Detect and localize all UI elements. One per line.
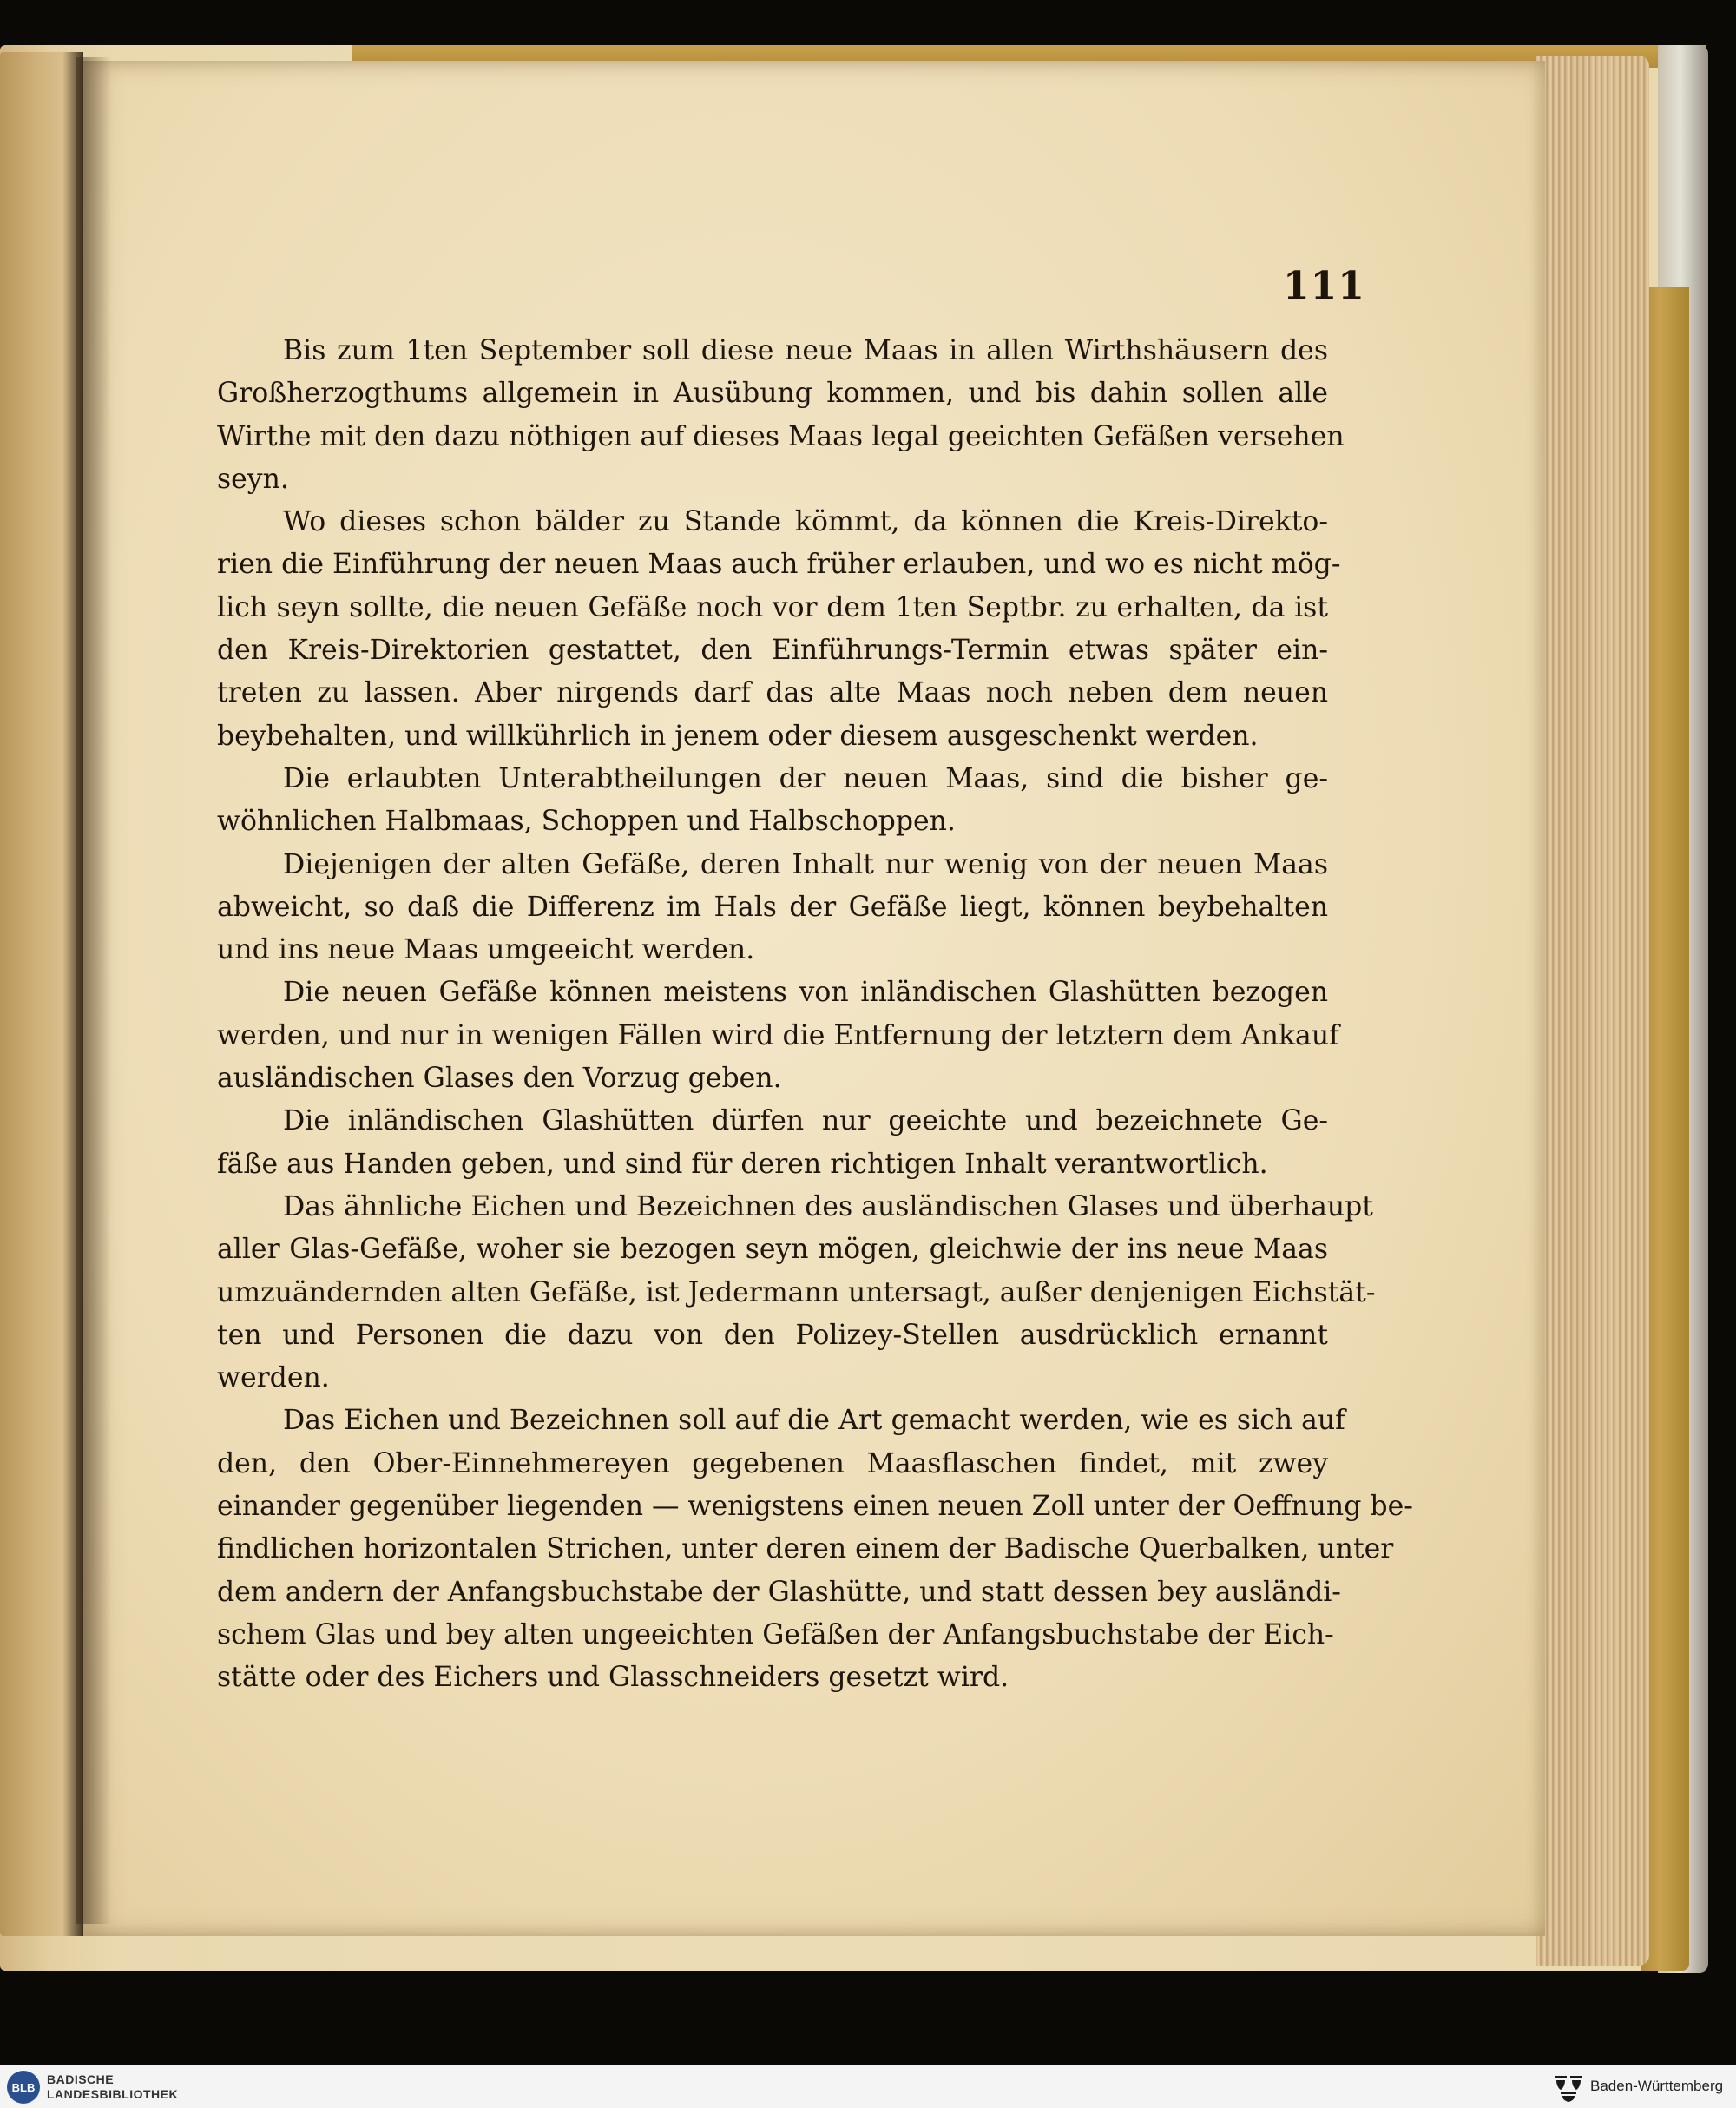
paragraph <box>217 972 1339 1100</box>
text-line: ten und Personen die dazu von den Polizey-Stellen ausdrücklich ernannt <box>217 1319 1328 1351</box>
text-line: dem andern der Anfangsbuchstabe der Glashütte, und statt dessen bey ausländi- <box>217 1576 1341 1608</box>
text-line: Großherzogthums allgemein in Ausübung kommen, und bis dahin sollen alle <box>217 378 1328 410</box>
text-line: schem Glas und bey alten ungeeichten Gefäßen der Anfangsbuchstabe der Eich- <box>217 1618 1334 1650</box>
text-line: beybehalten, und willkührlich in jenem oder diesem ausgeschenkt werden. <box>217 720 1259 752</box>
text-line: fäße aus Handen geben, und sind für deren richtigen Inhalt verantwortlich. <box>217 1148 1268 1180</box>
text-line: Wo dieses schon bälder zu Stande kömmt, da können die Kreis-Direkto- <box>283 506 1328 538</box>
paragraph <box>217 844 1328 972</box>
paragraph <box>217 1100 1328 1186</box>
text-line: lich seyn sollte, die neuen Gefäße noch vor dem 1ten Septbr. zu erhalten, da ist <box>217 591 1328 623</box>
text-line: umzuändernden alten Gefäße, ist Jedermann untersagt, außer denjenigen Eichstät- <box>217 1276 1376 1308</box>
text-line: seyn. <box>217 463 289 495</box>
text-line: Das ähnliche Eichen und Bezeichnen des ausländischen Glases und überhaupt <box>283 1190 1373 1222</box>
library-name[interactable] <box>47 2072 178 2102</box>
state-name[interactable]: Baden-Württemberg <box>1590 2078 1724 2094</box>
blb-logo[interactable]: BLB <box>7 2071 40 2104</box>
gutter-shadow <box>76 57 111 1924</box>
text-line: abweicht, so daß die Differenz im Hals der Gefäße liegt, können beybehalten <box>217 891 1328 923</box>
left-page-edge <box>0 52 83 1936</box>
library-name-line-2: LANDESBIBLIOTHEK <box>47 2087 179 2101</box>
text-line: einander gegenüber liegenden — wenigstens einen neuen Zoll unter der Oeffnung be- <box>217 1491 1413 1523</box>
text-line: den Kreis-Direktorien gestattet, den Einführungs-Termin etwas später ein- <box>217 635 1328 667</box>
paragraph <box>217 330 1345 501</box>
page-number: 111 <box>1283 264 1365 308</box>
paragraph <box>217 1400 1413 1699</box>
text-line: aller Glas-Gefäße, woher sie bezogen seyn mögen, gleichwie der ins neue Maas <box>217 1234 1328 1266</box>
text-line: werden. <box>217 1362 330 1394</box>
text-line: treten zu lassen. Aber nirgends darf das alte Maas noch neben dem neuen <box>217 677 1328 709</box>
paragraph <box>217 758 1328 844</box>
paragraph <box>217 501 1341 758</box>
text-line: rien die Einführung der neuen Maas auch früher erlauben, und wo es nicht mög- <box>217 549 1341 581</box>
text-line: findlichen horizontalen Strichen, unter deren einem der Badische Querbalken, unter <box>217 1533 1394 1565</box>
text-line: Wirthe mit den dazu nöthigen auf dieses Maas legal geeichten Gefäßen versehen <box>217 420 1345 452</box>
page-edges <box>1536 56 1649 1966</box>
library-name-line-1: BADISCHE <box>47 2072 115 2086</box>
text-line: Das Eichen und Bezeichnen soll auf die Art gemacht werden, wie es sich auf <box>283 1405 1345 1437</box>
text-line: und ins neue Maas umgeeicht werden. <box>217 934 755 966</box>
baden-wuerttemberg-emblem-icon[interactable] <box>1552 2072 1585 2102</box>
text-line: Diejenigen der alten Gefäße, deren Inhalt nur wenig von der neuen Maas <box>283 848 1328 880</box>
text-line: Die neuen Gefäße können meistens von inländischen Glashütten bezogen <box>283 977 1328 1009</box>
text-line: wöhnlichen Halbmaas, Schoppen und Halbschoppen. <box>217 806 956 838</box>
text-line: Die erlaubten Unterabtheilungen der neuen Maas, sind die bisher ge- <box>283 762 1328 794</box>
text-line: stätte oder des Eichers und Glasschneiders gesetzt wird. <box>217 1662 1009 1694</box>
text-line: Bis zum 1ten September soll diese neue Maas in allen Wirthshäusern des <box>283 335 1328 366</box>
text-line: ausländischen Glases den Vorzug geben. <box>217 1063 782 1095</box>
text-line: Die inländischen Glashütten dürfen nur geeichte und bezeichnete Ge- <box>283 1105 1328 1137</box>
text-line: werden, und nur in wenigen Fällen wird die Entfernung der letztern dem Ankauf <box>217 1019 1339 1051</box>
page-body-text <box>217 330 1413 1700</box>
text-line: den, den Ober-Einnehmereyen gegebenen Maasflaschen findet, mit zwey <box>217 1447 1328 1479</box>
footer-bar <box>0 2065 1736 2108</box>
paragraph <box>217 1186 1376 1400</box>
